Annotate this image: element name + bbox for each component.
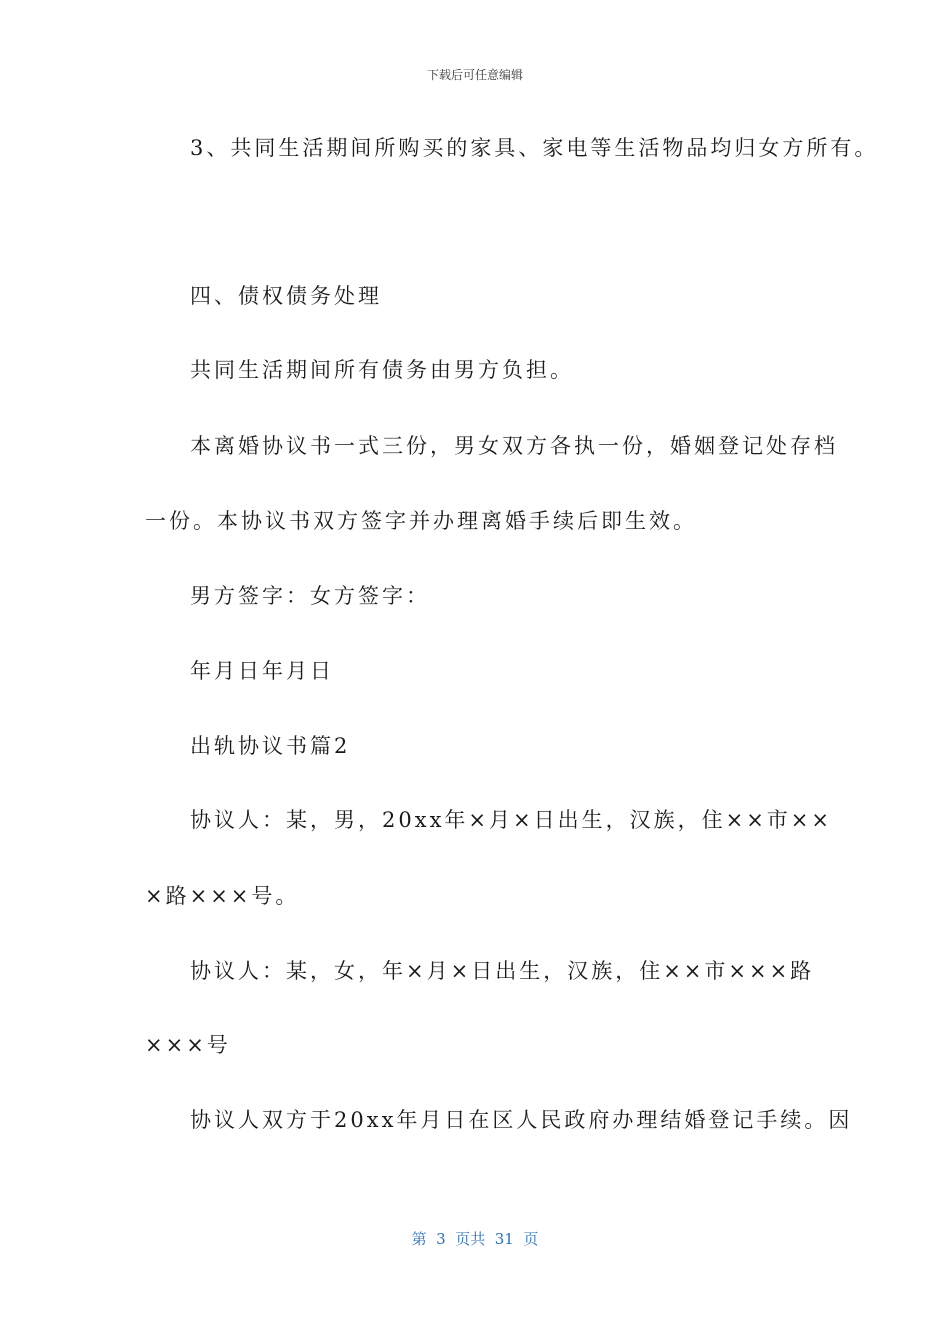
paragraph-line: 协议人：某，男，20xx年×月×日出生，汉族，住××市×× — [190, 808, 832, 832]
page-header: 下载后可任意编辑 — [426, 68, 523, 82]
paragraph-line: 协议人双方于20xx年月日在区人民政府办理结婚登记手续。因 — [190, 1108, 853, 1132]
paragraph-line: 协议人：某，女，年×月×日出生，汉族，住××市×××路 — [190, 959, 815, 983]
paragraph-line: 一份。本协议书双方签字并办理离婚手续后即生效。 — [145, 509, 697, 533]
paragraph-line: ×路×××号。 — [145, 884, 300, 908]
paragraph-line: 本离婚协议书一式三份，男女双方各执一份，婚姻登记处存档 — [190, 434, 838, 458]
date-line: 年月日年月日 — [190, 659, 334, 683]
section-heading: 四、债权债务处理 — [190, 284, 382, 308]
section-title: 出轨协议书篇2 — [190, 734, 351, 758]
paragraph-line: 共同生活期间所有债务由男方负担。 — [190, 358, 574, 382]
paragraph-line: 3、共同生活期间所购买的家具、家电等生活物品均归女方所有。 — [190, 136, 879, 160]
signature-line: 男方签字：女方签字： — [190, 584, 430, 608]
paragraph-line: ×××号 — [145, 1033, 231, 1057]
page-number-footer: 第 3 页共 31 页 — [411, 1230, 539, 1248]
